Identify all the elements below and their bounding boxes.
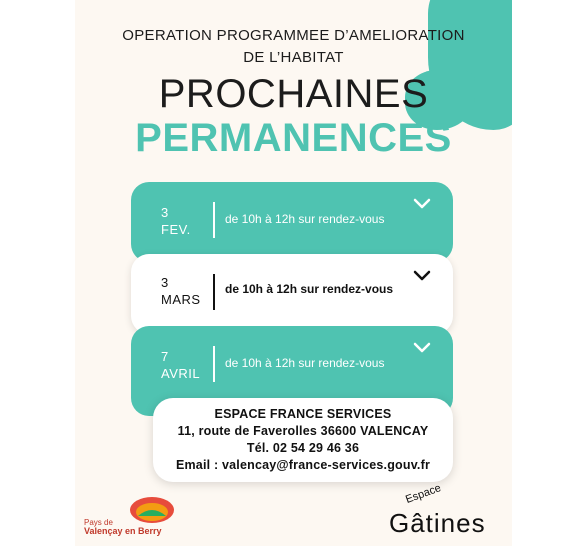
- contact-name: ESPACE FRANCE SERVICES: [214, 407, 392, 421]
- session-month: FEV.: [161, 222, 191, 237]
- logo-left-line2: Valençay en Berry: [84, 526, 162, 536]
- chevron-down-icon[interactable]: [413, 198, 431, 210]
- logo-right-name: Gâtines: [389, 508, 486, 538]
- session-day: 7: [161, 349, 169, 364]
- divider: [213, 346, 215, 382]
- contact-phone[interactable]: Tél. 02 54 29 46 36: [246, 441, 360, 455]
- poster: [75, 0, 512, 546]
- logo-left-line1: Pays de: [84, 518, 113, 527]
- valencay-logo-icon: [122, 494, 182, 524]
- chevron-down-icon[interactable]: [413, 342, 431, 354]
- session-month: MARS: [161, 292, 201, 307]
- session-card-mar[interactable]: [131, 254, 453, 334]
- session-day: 3: [161, 205, 169, 220]
- session-time: de 10h à 12h sur rendez-vous: [225, 282, 394, 296]
- title-prochaines: PROCHAINES: [158, 72, 429, 116]
- divider: [213, 274, 215, 310]
- session-date: [161, 204, 211, 238]
- contact-address: 11, route de Faverolles 36600 VALENCAY: [177, 424, 429, 438]
- logo-right-small: Espace: [404, 482, 443, 506]
- session-day: 3: [161, 275, 169, 290]
- contact-email[interactable]: Email : valencay@france-services.gouv.fr: [175, 458, 431, 472]
- subtitle-line1: OPERATION PROGRAMMEE D’AMELIORATION: [122, 27, 465, 44]
- contact-box: [153, 398, 453, 482]
- logo-pays-valencay: [80, 494, 190, 546]
- session-month: AVRIL: [161, 366, 201, 381]
- title-permanences: PERMANENCES: [135, 116, 452, 160]
- session-date: [161, 348, 211, 382]
- subtitle-line2: DE L’HABITAT: [243, 49, 344, 66]
- session-time: de 10h à 12h sur rendez-vous: [225, 212, 385, 226]
- chevron-down-icon[interactable]: [413, 270, 431, 282]
- logo-espace-gatines: [383, 484, 503, 546]
- session-date: [161, 274, 211, 308]
- session-time: de 10h à 12h sur rendez-vous: [225, 356, 385, 370]
- divider: [213, 202, 215, 238]
- session-card-feb[interactable]: [131, 182, 453, 262]
